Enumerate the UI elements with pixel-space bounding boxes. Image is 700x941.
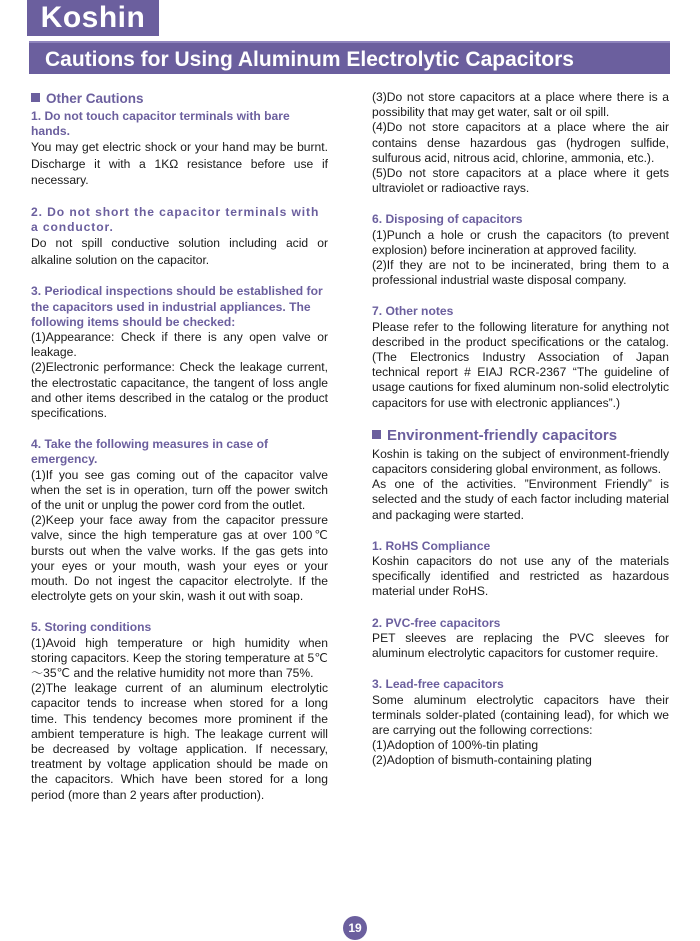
lead-free-heading: 3. Lead-free capacitors — [372, 677, 504, 692]
section-6-heading: 6. Disposing of capacitors — [372, 212, 523, 227]
page-number-badge: 19 — [343, 916, 367, 940]
section-3-heading: 3. Periodical inspections should be established for the capacitors used in industrial appliances. The following items should be checked: — [31, 284, 323, 329]
section-5-item-1: (1)Avoid high temperature or high humidity when storing capacitors. Keep the storing temperature at 5℃～35℃ and the relative humidity not more than 75%. — [31, 635, 328, 680]
square-bullet-icon — [372, 430, 381, 439]
section-5-item-3: (3)Do not store capacitors at a place where there is a possibility that may get water, salt or oil spill. — [372, 90, 669, 120]
page-title: Cautions for Using Aluminum Electrolytic Capacitors — [29, 41, 670, 74]
rohs-heading: 1. RoHS Compliance — [372, 538, 491, 553]
section-4-item-2: (2)Keep your face away from the capacitor pressure valve, since the high temperature gas at over 100℃ bursts out when the valve works. If the gas gets into your eyes or your mouth, wash your eyes or your mouth. Do not ingest the capacitor electrolyte. If the electrolyte gets on your skin, wash it out with soap. — [31, 513, 328, 604]
environment-intro: Koshin is taking on the subject of environment-friendly capacitors considering global environment, as follows. — [372, 446, 669, 477]
left-column — [31, 90, 328, 803]
koshin-logo: Koshin — [27, 0, 159, 36]
pvc-free-heading: 2. PVC-free capacitors — [372, 615, 501, 630]
section-5-item-4: (4)Do not store capacitors at a place where the air contains dense hazardous gas (hydrogen sulfide, sulfurous acid, nitrous acid, chlorine, ammonia, etc.). — [372, 120, 669, 165]
lead-free-body: Some aluminum electrolytic capacitors have their terminals solder-plated (containing lead), for which we are carrying out the following corrections: — [372, 692, 669, 737]
section-2-body: Do not spill conductive solution including acid or alkaline solution on the capacitor. — [31, 236, 328, 267]
right-column — [372, 90, 669, 769]
section-1-body: You may get electric shock or your hand may be burnt. Discharge it with a 1KΩ resistance before use if necessary. — [31, 140, 328, 188]
other-cautions-heading: Other Cautions — [31, 90, 328, 107]
section-6-item-2: (2)If they are not to be incinerated, bring them to a professional industrial waste disposal company. — [372, 258, 669, 288]
square-bullet-icon — [31, 93, 40, 102]
section-2-heading: 2. Do not short the capacitor terminals with a conductor. — [31, 204, 320, 235]
section-7-body: Please refer to the following literature for anything not described in the product specifications or the catalog. (The Electronics Industry Association of Japan technical report # EIAJ RCR-2367 “The guideline of usage cautions for fixed aluminum non-solid electrolytic capacitors for use with electronic appliances”.) — [372, 319, 669, 410]
section-4-heading: 4. Take the following measures in case of emergency. — [31, 437, 269, 467]
section-7-heading: 7. Other notes — [372, 304, 454, 319]
section-4-item-1: (1)If you see gas coming out of the capacitor valve when the set is in operation, turn off the power switch of the unit or unplug the power cord from the outlet. — [31, 467, 328, 512]
section-3-item-1: (1)Appearance: Check if there is any open valve or leakage. — [31, 329, 328, 360]
section-5-item-2: (2)The leakage current of an aluminum electrolytic capacitor tends to increase when stored for a long time. This tendency becomes more prominent if the ambient temperature is high. The leakage current will be decreased by voltage application. If necessary, treatment by voltage application should be made on the capacitors. Which have been stored for a long period (more than 2 years after production). — [31, 681, 328, 802]
environment-activities: As one of the activities. ”Environment Friendly” is selected and the study of each factor including material and packaging were started. — [372, 477, 669, 522]
environment-heading: Environment-friendly capacitors — [372, 427, 669, 445]
section-1-heading: 1. Do not touch capacitor terminals with bare hands. — [31, 109, 290, 139]
lead-free-item-2: (2)Adoption of bismuth-containing plating — [372, 753, 592, 768]
section-3-item-2: (2)Electronic performance: Check the leakage current, the electrostatic capacitance, the tangent of loss angle and other items described in the catalog or the product specifications. — [31, 360, 328, 420]
rohs-body: Koshin capacitors do not use any of the materials specifically identified and restricted as hazardous material under RoHS. — [372, 554, 669, 599]
section-5-item-5: (5)Do not store capacitors at a place where it gets ultraviolet or radioactive rays. — [372, 166, 669, 196]
section-5-heading: 5. Storing conditions — [31, 620, 152, 635]
pvc-free-body: PET sleeves are replacing the PVC sleeves for aluminum electrolytic capacitors for customer require. — [372, 630, 669, 661]
section-6-item-1: (1)Punch a hole or crush the capacitors (to prevent explosion) before incineration at approved facility. — [372, 227, 669, 257]
lead-free-item-1: (1)Adoption of 100%-tin plating — [372, 738, 539, 753]
